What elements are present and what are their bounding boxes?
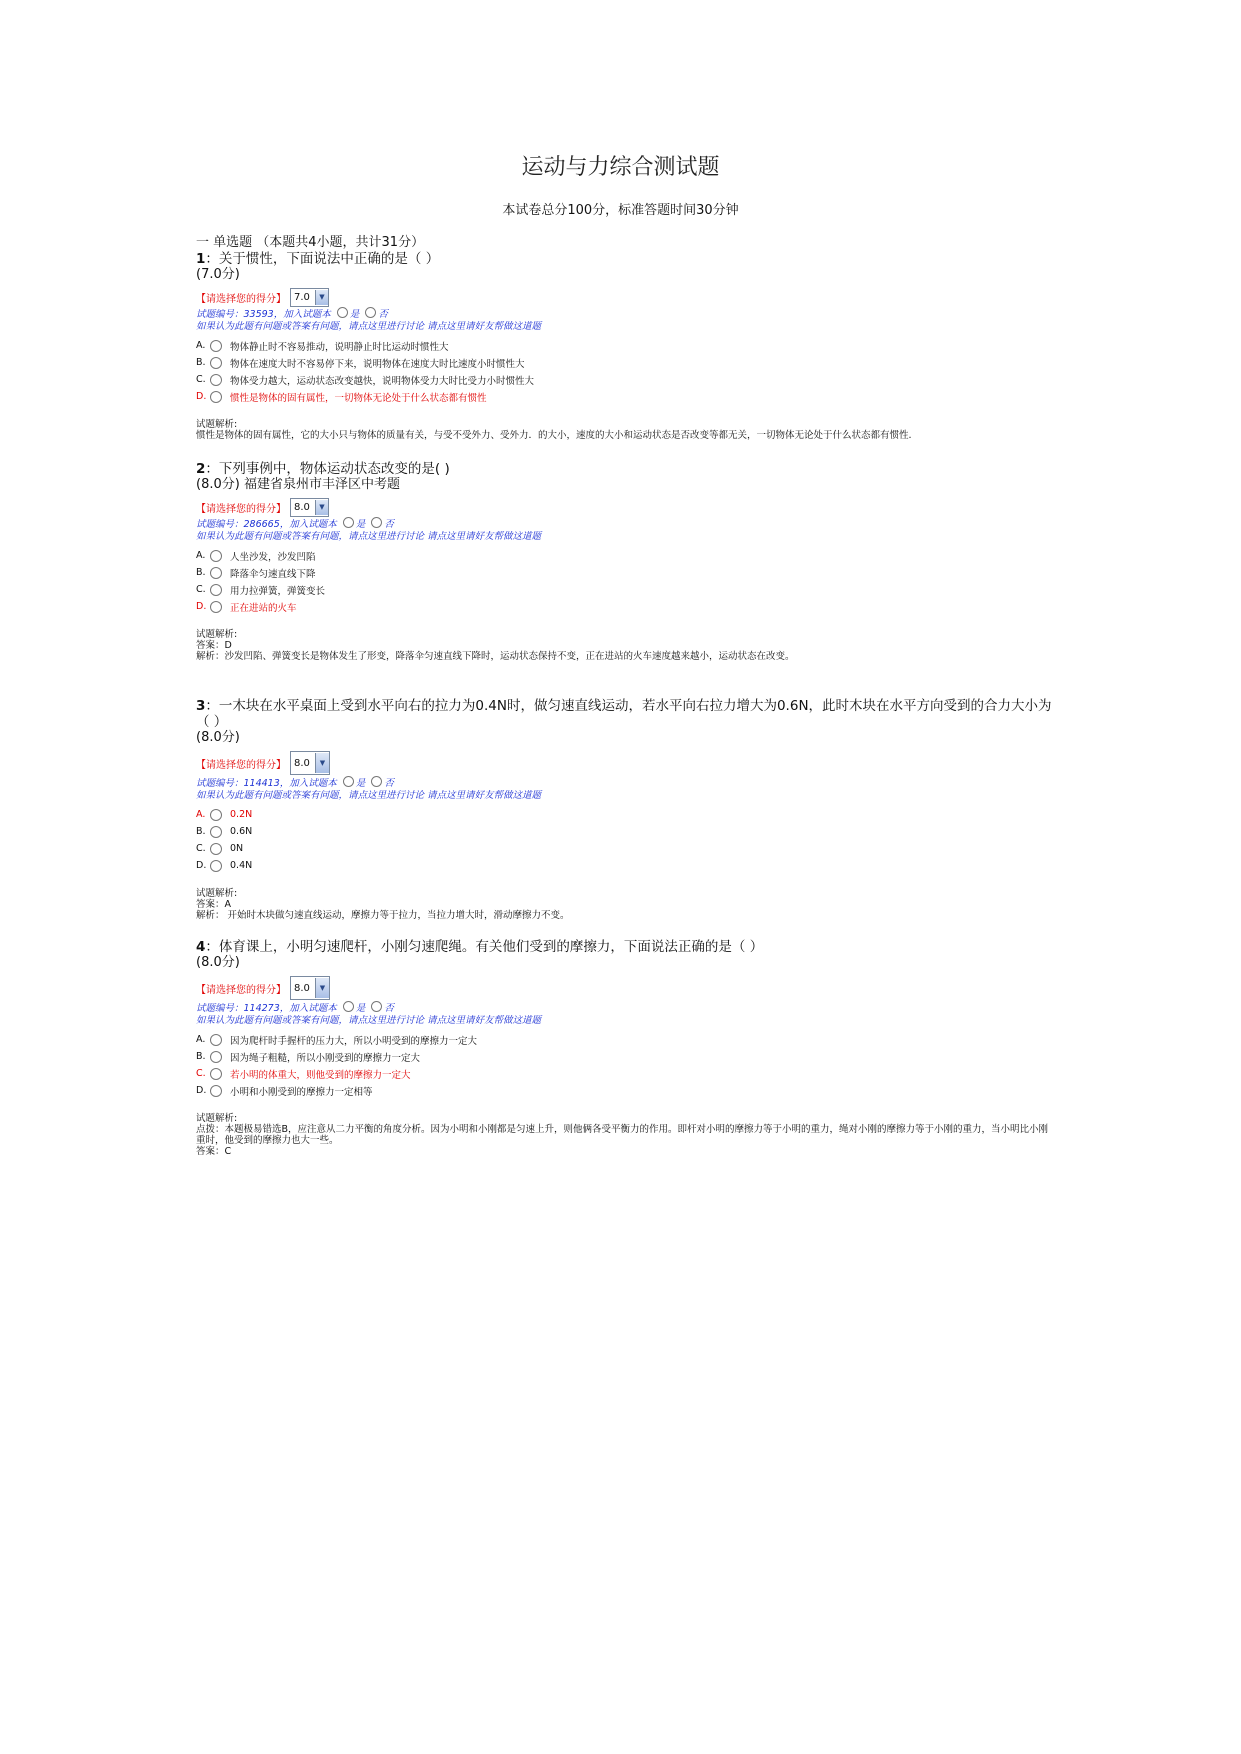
option-a[interactable]	[196, 806, 1056, 823]
option-letter: A.	[196, 550, 206, 561]
option-text: 0.4N	[230, 860, 253, 871]
option-b[interactable]	[196, 354, 1056, 371]
add-yes-radio[interactable]	[343, 776, 354, 787]
option-text: 小明和小刚受到的摩擦力一定相等	[230, 1086, 373, 1098]
question-id-text: 试题编号：286665，加入试题本	[196, 519, 337, 530]
analysis-label: 试题解析:	[196, 419, 238, 430]
option-letter: A.	[196, 809, 206, 820]
analysis	[196, 629, 1056, 662]
question-id-text: 试题编号：114273，加入试题本	[196, 1003, 337, 1014]
add-yes-radio[interactable]	[343, 1001, 354, 1012]
question-meta	[196, 517, 1056, 531]
question-number: 4	[196, 939, 206, 955]
question-score: (7.0分)	[196, 267, 240, 282]
question-meta	[196, 776, 1056, 790]
option-text: 正在进站的火车	[230, 602, 297, 614]
analysis-line: 答案：A	[196, 899, 231, 910]
option-radio[interactable]	[210, 826, 222, 838]
question-score: (8.0分)	[196, 730, 240, 745]
add-yes-label: 是	[355, 778, 366, 789]
option-text: 若小明的体重大，则他受到的摩擦力一定大	[230, 1069, 411, 1081]
score-select-value: 8.0	[294, 982, 310, 994]
question-id-text: 试题编号：33593，加入试题本	[196, 309, 331, 320]
section-header: 一 单选题 （本题共4小题，共计31分）	[196, 235, 425, 250]
option-radio[interactable]	[210, 1034, 222, 1046]
question-id-text: 试题编号：114413，加入试题本	[196, 778, 337, 789]
question-text: ：一木块在水平桌面上受到水平向右的拉力为0.4N时，做匀速直线运动，若水平向右拉力增大为0.6N，此时木块在水平方向受到的合力大小为（ ）	[196, 698, 1052, 730]
option-letter: B.	[196, 826, 206, 837]
option-radio[interactable]	[210, 567, 222, 579]
discuss-link[interactable]: 如果认为此题有问题或答案有问题，请点这里进行讨论 请点这里请好友帮做这道题	[196, 790, 542, 801]
score-select[interactable]	[290, 751, 330, 775]
score-select-value: 7.0	[294, 291, 310, 303]
add-yes-label: 是	[349, 309, 360, 320]
page-title: 运动与力综合测试题	[521, 155, 720, 180]
question-title	[196, 939, 1056, 955]
score-row	[196, 975, 1056, 1001]
question-score: (8.0分) 福建省泉州市丰泽区中考题	[196, 477, 400, 492]
question-text: ：下列事例中，物体运动状态改变的是( )	[205, 461, 450, 477]
option-letter: C.	[196, 843, 206, 854]
analysis-line: 惯性是物体的固有属性，它的大小只与物体的质量有关，与受不受外力、受外力．的大小，速度的大小和运动状态是否改变等都无关，一切物体无论处于什么状态都有惯性.	[196, 430, 912, 441]
score-row	[196, 497, 1056, 517]
option-radio[interactable]	[210, 601, 222, 613]
option-b[interactable]	[196, 564, 1056, 581]
add-yes-label: 是	[355, 519, 366, 530]
question-text: ：体育课上，小明匀速爬杆，小刚匀速爬绳。有关他们受到的摩擦力，下面说法正确的是（ ）	[205, 939, 764, 955]
analysis-label: 试题解析:	[196, 1113, 238, 1124]
score-prompt: 【请选择您的得分】	[196, 503, 286, 515]
question-3	[196, 698, 1056, 921]
add-no-radio[interactable]	[371, 517, 382, 528]
score-select-value: 8.0	[294, 757, 310, 769]
option-radio[interactable]	[210, 550, 222, 562]
question-meta	[196, 1001, 1056, 1015]
add-yes-radio[interactable]	[343, 517, 354, 528]
option-text: 物体受力越大，运动状态改变越快，说明物体受力大时比受力小时惯性大	[230, 375, 535, 387]
option-radio[interactable]	[210, 1085, 222, 1097]
option-list	[196, 806, 1056, 874]
question-2	[196, 461, 1056, 662]
option-radio[interactable]	[210, 584, 222, 596]
discuss-link[interactable]: 如果认为此题有问题或答案有问题，请点这里进行讨论 请点这里请好友帮做这道题	[196, 1015, 542, 1026]
option-c[interactable]	[196, 581, 1056, 598]
option-letter: A.	[196, 340, 206, 351]
option-text: 人坐沙发，沙发凹陷	[230, 551, 316, 563]
analysis-line: 解析：沙发凹陷、弹簧变长是物体发生了形变，降落伞匀速直线下降时，运动状态保持不变，正在进站的火车速度越来越小，运动状态在改变。	[196, 651, 795, 662]
question-title	[196, 461, 1056, 477]
question-4	[196, 939, 1056, 1157]
add-no-label: 否	[384, 778, 394, 789]
option-d[interactable]	[196, 1082, 1056, 1099]
analysis-label: 试题解析:	[196, 629, 238, 640]
option-b[interactable]	[196, 823, 1056, 840]
option-a[interactable]	[196, 1031, 1056, 1048]
option-letter: D.	[196, 391, 207, 402]
score-row	[196, 750, 1056, 776]
option-letter: B.	[196, 1051, 206, 1062]
option-letter: C.	[196, 1068, 206, 1079]
add-no-label: 否	[378, 309, 388, 320]
option-c[interactable]	[196, 1065, 1056, 1082]
option-letter: D.	[196, 860, 207, 871]
question-1	[196, 251, 1056, 441]
question-text: ：关于惯性，下面说法中正确的是（ ）	[205, 251, 440, 267]
option-text: 物体在速度大时不容易停下来，说明物体在速度大时比速度小时惯性大	[230, 358, 525, 370]
score-prompt: 【请选择您的得分】	[196, 759, 286, 771]
analysis-line: 点拨：本题极易错选B，应注意从二力平衡的角度分析。因为小明和小刚都是匀速上升，则他俩各受平衡力的作用。即杆对小明的摩擦力等于小明的重力，绳对小刚的摩擦力等于小刚的重力，当小明比小刚重时，他受到的摩擦力也大一些。	[196, 1124, 1049, 1146]
question-number: 2	[196, 461, 206, 477]
option-radio[interactable]	[210, 374, 222, 386]
analysis-label: 试题解析:	[196, 888, 238, 899]
question-title	[196, 251, 1056, 267]
option-text: 物体静止时不容易推动，说明静止时比运动时惯性大	[230, 341, 449, 353]
option-d[interactable]	[196, 857, 1056, 874]
option-text: 因为爬杆时手握杆的压力大，所以小明受到的摩擦力一定大	[230, 1035, 478, 1047]
discuss-link[interactable]: 如果认为此题有问题或答案有问题，请点这里进行讨论 请点这里请好友帮做这道题	[196, 321, 542, 332]
add-yes-label: 是	[355, 1003, 366, 1014]
exam-content	[196, 231, 1056, 1157]
option-text: 0.2N	[230, 809, 253, 820]
option-a[interactable]	[196, 337, 1056, 354]
option-letter: C.	[196, 374, 206, 385]
score-select[interactable]	[290, 976, 330, 1000]
option-radio[interactable]	[210, 860, 222, 872]
score-select-value: 8.0	[294, 501, 310, 513]
page-subtitle: 本试卷总分100分，标准答题时间30分钟	[502, 203, 739, 218]
add-yes-radio[interactable]	[337, 307, 348, 318]
option-letter: D.	[196, 601, 207, 612]
chevron-down-icon: ▼	[315, 290, 328, 305]
score-prompt: 【请选择您的得分】	[196, 293, 286, 305]
analysis-line: 答案：C	[196, 1146, 232, 1157]
option-radio[interactable]	[210, 843, 222, 855]
option-radio[interactable]	[210, 1051, 222, 1063]
option-text: 降落伞匀速直线下降	[230, 568, 316, 580]
option-letter: A.	[196, 1034, 206, 1045]
analysis	[196, 419, 1056, 441]
option-a[interactable]	[196, 547, 1056, 564]
analysis	[196, 1113, 1056, 1157]
option-text: 0.6N	[230, 826, 253, 837]
option-radio[interactable]	[210, 1068, 222, 1080]
question-score: (8.0分)	[196, 955, 240, 970]
analysis-line: 解析： 开始时木块做匀速直线运动，摩擦力等于拉力，当拉力增大时，滑动摩擦力不变。	[196, 910, 570, 921]
option-text: 0N	[230, 843, 244, 854]
option-text: 用力拉弹簧，弹簧变长	[230, 585, 326, 597]
question-title	[196, 698, 1056, 730]
chevron-down-icon: ▼	[315, 978, 329, 998]
add-no-radio[interactable]	[365, 307, 376, 318]
question-number: 3	[196, 698, 206, 714]
chevron-down-icon: ▼	[315, 753, 329, 773]
score-select[interactable]	[290, 288, 329, 307]
option-d[interactable]	[196, 388, 1056, 405]
option-radio[interactable]	[210, 391, 222, 403]
option-list	[196, 1031, 1056, 1099]
option-b[interactable]	[196, 1048, 1056, 1065]
add-no-radio[interactable]	[371, 1001, 382, 1012]
score-prompt: 【请选择您的得分】	[196, 984, 286, 996]
question-number: 1	[196, 251, 206, 267]
option-d[interactable]	[196, 598, 1056, 615]
option-letter: B.	[196, 357, 206, 368]
add-no-radio[interactable]	[371, 776, 382, 787]
option-list	[196, 337, 1056, 405]
option-text: 因为绳子粗糙，所以小刚受到的摩擦力一定大	[230, 1052, 421, 1064]
option-letter: D.	[196, 1085, 207, 1096]
chevron-down-icon: ▼	[315, 500, 328, 515]
analysis	[196, 888, 1056, 921]
option-text: 惯性是物体的固有属性，一切物体无论处于什么状态都有惯性	[230, 392, 487, 404]
add-no-label: 否	[384, 1003, 394, 1014]
score-select[interactable]	[290, 498, 329, 517]
option-c[interactable]	[196, 371, 1056, 388]
question-meta	[196, 307, 1056, 321]
option-radio[interactable]	[210, 809, 222, 821]
option-c[interactable]	[196, 840, 1056, 857]
option-list	[196, 547, 1056, 615]
option-radio[interactable]	[210, 340, 222, 352]
option-letter: C.	[196, 584, 206, 595]
add-no-label: 否	[384, 519, 394, 530]
option-letter: B.	[196, 567, 206, 578]
option-radio[interactable]	[210, 357, 222, 369]
discuss-link[interactable]: 如果认为此题有问题或答案有问题，请点这里进行讨论 请点这里请好友帮做这道题	[196, 531, 542, 542]
analysis-line: 答案：D	[196, 640, 232, 651]
score-row	[196, 287, 1056, 307]
